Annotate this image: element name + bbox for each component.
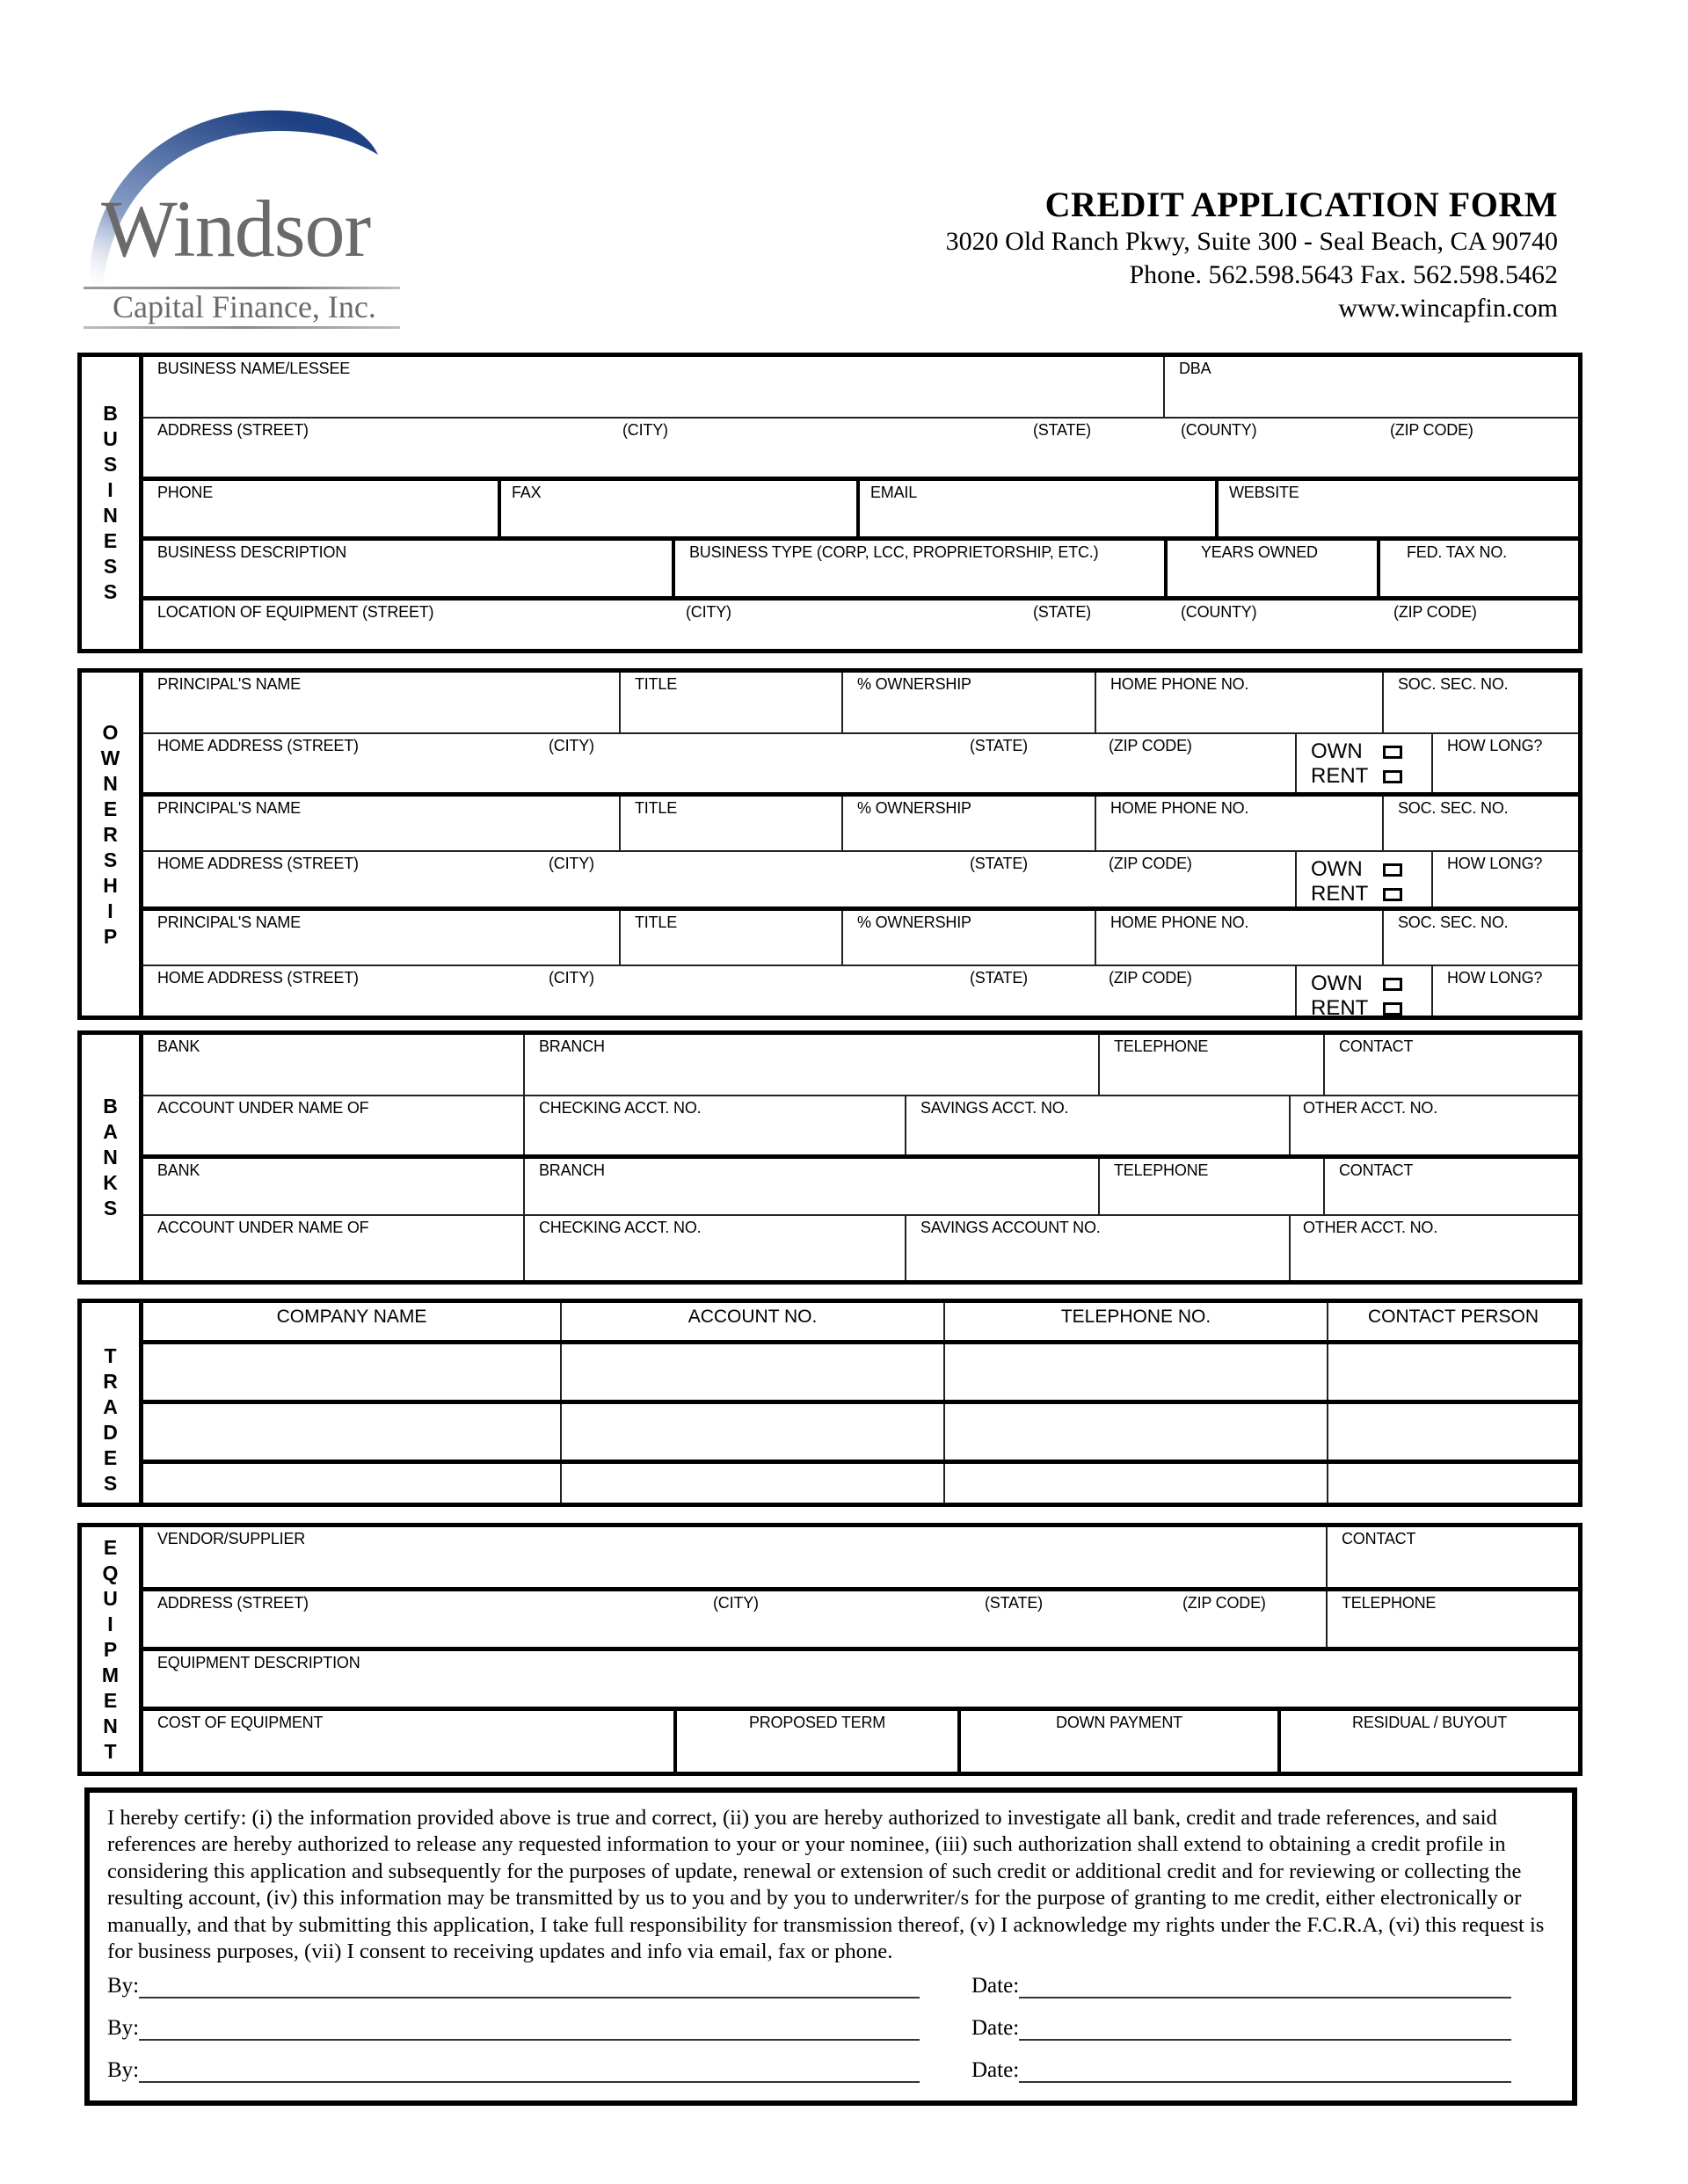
- principal-2-title-field[interactable]: TITLE: [619, 797, 841, 850]
- business-description-field[interactable]: BUSINESS DESCRIPTION: [157, 543, 347, 561]
- bank-1-contact-field[interactable]: CONTACT: [1323, 1035, 1578, 1095]
- proposed-term-field[interactable]: PROPOSED TERM: [673, 1711, 957, 1772]
- business-side-label: B U S I N E S S: [82, 357, 143, 649]
- date-line-3[interactable]: Date:: [971, 2058, 1511, 2083]
- trades-col-contact: CONTACT PERSON: [1327, 1303, 1578, 1340]
- principal-2-address-row: [143, 850, 1578, 906]
- principal-3-own-rent: OWN RENT: [1295, 966, 1431, 1016]
- bank-1-row: [143, 1035, 1578, 1095]
- bank-2-contact-field[interactable]: CONTACT: [1323, 1159, 1578, 1214]
- principal-1-row: [143, 673, 1578, 732]
- trades-row-2: [143, 1400, 1578, 1460]
- company-logo: [84, 104, 409, 332]
- vendor-supplier-field[interactable]: VENDOR/SUPPLIER: [157, 1530, 306, 1547]
- own-checkbox[interactable]: [1383, 746, 1402, 759]
- trade-2-contact-field[interactable]: [1327, 1404, 1578, 1460]
- principal-3-name-field[interactable]: PRINCIPAL'S NAME: [157, 914, 301, 931]
- banks-section: [77, 1030, 1582, 1285]
- equipment-cost-field[interactable]: COST OF EQUIPMENT: [157, 1714, 324, 1731]
- bank-2-branch-field[interactable]: BRANCH: [523, 1159, 1098, 1214]
- signature-line-3[interactable]: By:: [107, 2058, 920, 2083]
- trade-1-company-field[interactable]: [143, 1344, 560, 1400]
- principal-1-ownership-field[interactable]: % OWNERSHIP: [841, 673, 1095, 732]
- business-phone-field[interactable]: PHONE: [157, 484, 214, 501]
- business-type-field[interactable]: BUSINESS TYPE (CORP, LCC, PROPRIETORSHIP, ETC.): [672, 541, 1164, 596]
- bank-1-account-name-field[interactable]: ACCOUNT UNDER NAME OF: [157, 1099, 369, 1117]
- vendor-row: [143, 1527, 1578, 1587]
- trade-1-contact-field[interactable]: [1327, 1344, 1578, 1400]
- bank-2-row: [143, 1154, 1578, 1214]
- fed-tax-no-field[interactable]: FED. TAX NO.: [1377, 541, 1578, 596]
- rent-checkbox[interactable]: [1383, 1002, 1402, 1016]
- own-checkbox[interactable]: [1383, 863, 1402, 877]
- trade-2-telephone-field[interactable]: [943, 1404, 1327, 1460]
- principal-3-ssn-field[interactable]: SOC. SEC. NO.: [1382, 911, 1578, 965]
- form-title: CREDIT APPLICATION FORM: [1044, 185, 1558, 224]
- principal-2-home-address-field[interactable]: HOME ADDRESS (STREET) (CITY) (STATE) (ZIP CODE): [157, 855, 1192, 872]
- principal-1-home-phone-field[interactable]: HOME PHONE NO.: [1095, 673, 1382, 732]
- equipment-location-field[interactable]: LOCATION OF EQUIPMENT (STREET) (CITY) (STATE) (COUNTY) (ZIP CODE): [157, 603, 1477, 621]
- business-fax-field[interactable]: FAX: [498, 481, 856, 536]
- bank-1-other-field[interactable]: OTHER ACCT. NO.: [1289, 1096, 1578, 1154]
- bank-1-branch-field[interactable]: BRANCH: [523, 1035, 1098, 1095]
- principal-1-address-row: [143, 732, 1578, 792]
- bank-1-accounts-row: [143, 1095, 1578, 1154]
- vendor-telephone-field[interactable]: TELEPHONE: [1326, 1591, 1578, 1647]
- equipment-side-label: E Q U I P M E N T: [82, 1527, 143, 1772]
- principal-3-home-address-field[interactable]: HOME ADDRESS (STREET) (CITY) (STATE) (ZIP CODE): [157, 969, 1192, 986]
- date-line-2[interactable]: Date:: [971, 2016, 1511, 2041]
- years-owned-field[interactable]: YEARS OWNED: [1164, 541, 1377, 596]
- trade-1-account-field[interactable]: [560, 1344, 943, 1400]
- equipment-description-row: [143, 1647, 1578, 1707]
- logo-rule: [84, 326, 400, 329]
- principal-3-how-long-field[interactable]: HOW LONG?: [1431, 966, 1578, 1016]
- principal-1-title-field[interactable]: TITLE: [619, 673, 841, 732]
- principal-1-home-address-field[interactable]: HOME ADDRESS (STREET) (CITY) (STATE) (ZIP CODE): [157, 737, 1192, 754]
- principal-3-ownership-field[interactable]: % OWNERSHIP: [841, 911, 1095, 965]
- certification-section: [84, 1787, 1577, 2106]
- logo-subtitle: Capital Finance, Inc.: [113, 289, 376, 324]
- bank-2-account-name-field[interactable]: ACCOUNT UNDER NAME OF: [157, 1219, 369, 1236]
- principal-3-row: [143, 906, 1578, 965]
- principal-1-name-field[interactable]: PRINCIPAL'S NAME: [157, 675, 301, 693]
- bank-2-telephone-field[interactable]: TELEPHONE: [1098, 1159, 1323, 1214]
- principal-1-ssn-field[interactable]: SOC. SEC. NO.: [1382, 673, 1578, 732]
- signature-line-1[interactable]: By:: [107, 1974, 920, 1998]
- trade-3-contact-field[interactable]: [1327, 1464, 1578, 1503]
- principal-3-home-phone-field[interactable]: HOME PHONE NO.: [1095, 911, 1382, 965]
- principal-2-home-phone-field[interactable]: HOME PHONE NO.: [1095, 797, 1382, 850]
- equipment-section: [77, 1523, 1582, 1776]
- bank-1-name-field[interactable]: BANK: [157, 1037, 200, 1055]
- trades-col-company: COMPANY NAME: [276, 1307, 427, 1327]
- down-payment-field[interactable]: DOWN PAYMENT: [957, 1711, 1277, 1772]
- bank-1-telephone-field[interactable]: TELEPHONE: [1098, 1035, 1323, 1095]
- rent-checkbox[interactable]: [1383, 770, 1402, 783]
- trades-section: [77, 1299, 1582, 1507]
- date-line-1[interactable]: Date:: [971, 1974, 1511, 1998]
- rent-checkbox[interactable]: [1383, 888, 1402, 901]
- company-phone-fax: Phone. 562.598.5643 Fax. 562.598.5462: [1129, 260, 1558, 289]
- trades-col-telephone: TELEPHONE NO.: [943, 1303, 1327, 1340]
- business-row-equipment-location: [143, 596, 1578, 653]
- principal-2-how-long-field[interactable]: HOW LONG?: [1431, 852, 1578, 906]
- business-row-contact: [143, 477, 1578, 536]
- trade-2-account-field[interactable]: [560, 1404, 943, 1460]
- ownership-side-label: O W N E R S H I P: [82, 673, 143, 1016]
- company-address: 3020 Old Ranch Pkwy, Suite 300 - Seal Beach, CA 90740: [945, 227, 1558, 256]
- principal-2-name-field[interactable]: PRINCIPAL'S NAME: [157, 799, 301, 817]
- principal-2-ownership-field[interactable]: % OWNERSHIP: [841, 797, 1095, 850]
- trade-2-company-field[interactable]: [143, 1404, 560, 1460]
- principal-3-title-field[interactable]: TITLE: [619, 911, 841, 965]
- trades-row-1: [143, 1340, 1578, 1400]
- bank-2-accounts-row: [143, 1214, 1578, 1280]
- equipment-cost-row: [143, 1707, 1578, 1772]
- trades-side-label: T R A D E S: [82, 1303, 143, 1503]
- residual-buyout-field[interactable]: RESIDUAL / BUYOUT: [1277, 1711, 1578, 1772]
- principal-1-how-long-field[interactable]: HOW LONG?: [1431, 734, 1578, 792]
- trade-3-company-field[interactable]: [143, 1464, 560, 1503]
- bank-2-name-field[interactable]: BANK: [157, 1161, 200, 1179]
- banks-side-label: B A N K S: [82, 1035, 143, 1280]
- business-row-description: [143, 536, 1578, 596]
- own-checkbox[interactable]: [1383, 978, 1402, 991]
- company-website[interactable]: www.wincapfin.com: [1338, 294, 1558, 323]
- business-section: [77, 353, 1582, 653]
- principal-2-row: [143, 792, 1578, 850]
- bank-2-savings-field[interactable]: SAVINGS ACCOUNT NO.: [905, 1216, 1289, 1280]
- trade-1-telephone-field[interactable]: [943, 1344, 1327, 1400]
- bank-1-checking-field[interactable]: CHECKING ACCT. NO.: [523, 1096, 905, 1154]
- logo-wordmark: Windsor: [101, 184, 371, 273]
- principal-2-ssn-field[interactable]: SOC. SEC. NO.: [1382, 797, 1578, 850]
- business-website-field[interactable]: WEBSITE: [1215, 481, 1578, 536]
- vendor-address-row: [143, 1587, 1578, 1647]
- business-name-field[interactable]: BUSINESS NAME/LESSEE: [157, 360, 351, 377]
- bank-2-checking-field[interactable]: CHECKING ACCT. NO.: [523, 1216, 905, 1280]
- trades-header-row: [143, 1303, 1578, 1340]
- signature-line-2[interactable]: By:: [107, 2016, 920, 2041]
- vendor-contact-field[interactable]: CONTACT: [1326, 1527, 1578, 1587]
- trades-row-3: [143, 1460, 1578, 1503]
- trade-3-telephone-field[interactable]: [943, 1464, 1327, 1503]
- principal-1-own-rent: OWN RENT: [1295, 734, 1431, 792]
- business-row-name: [143, 357, 1578, 417]
- ownership-section: [77, 668, 1582, 1020]
- trades-col-account: ACCOUNT NO.: [560, 1303, 943, 1340]
- business-row-address: [143, 417, 1578, 477]
- business-address-field[interactable]: ADDRESS (STREET) (CITY) (STATE) (COUNTY) (ZIP CODE): [157, 421, 1473, 439]
- equipment-description-field[interactable]: EQUIPMENT DESCRIPTION: [157, 1654, 360, 1671]
- bank-2-other-field[interactable]: OTHER ACCT. NO.: [1289, 1216, 1578, 1280]
- trade-3-account-field[interactable]: [560, 1464, 943, 1503]
- bank-1-savings-field[interactable]: SAVINGS ACCT. NO.: [905, 1096, 1289, 1154]
- business-email-field[interactable]: EMAIL: [856, 481, 1215, 536]
- principal-2-own-rent: OWN RENT: [1295, 852, 1431, 906]
- dba-field[interactable]: DBA: [1163, 357, 1578, 417]
- principal-3-address-row: [143, 965, 1578, 1020]
- company-info: [946, 185, 1558, 325]
- vendor-address-field[interactable]: ADDRESS (STREET) (CITY) (STATE) (ZIP CODE): [157, 1594, 1266, 1612]
- certification-text: I hereby certify: (i) the information provided above is true and correct, (ii) you are hereby authorized to investigate all bank, credit and trade references, and said references are hereby authorized to release any requested information to your or your nominee, (iii) such authorization shall extend to obtaining a credit profile in considering this application and subsequently for the purposes of update, renewal or extension of such credit or additional credit and for reviewing or collecting the resulting account, (iv) this information may be transmitted by us to you and by you to underwriter/s for the purpose of granting to me credit, either electronically or manually, and that by submitting this application, I take full responsibility for transmission thereof, (v) I acknowledge my rights under the F.C.R.A, (vi) this request is for business purposes, (vii) I consent to receiving updates and info via email, fax or phone.: [107, 1806, 1545, 1964]
